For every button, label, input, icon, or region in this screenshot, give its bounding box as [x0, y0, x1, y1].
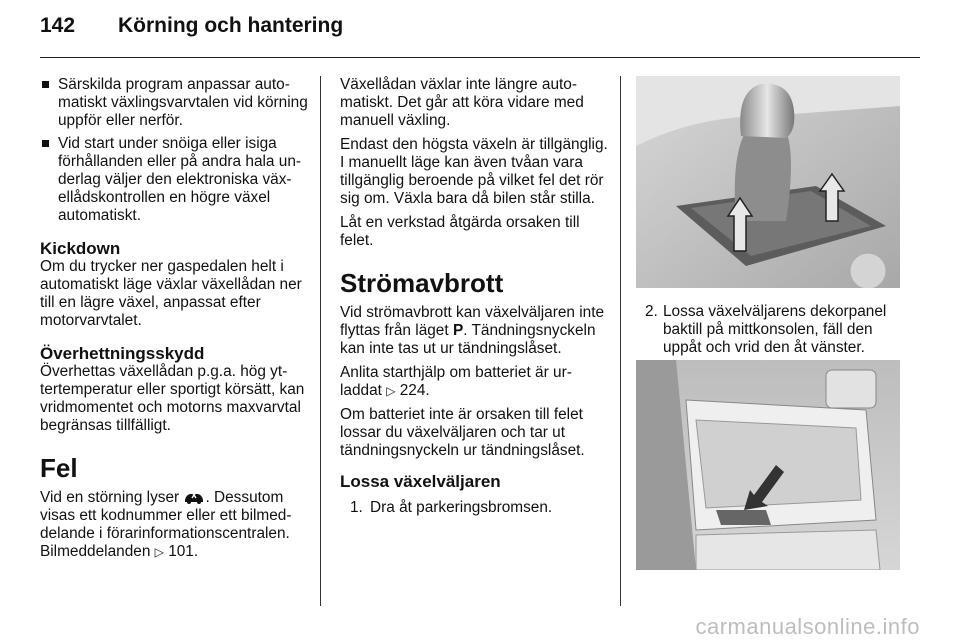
column-1	[40, 76, 310, 567]
overheat-heading: Överhettningsskydd	[40, 344, 205, 363]
power-failure-heading: Strömavbrott	[340, 268, 504, 298]
page-title: Körning och hantering	[118, 14, 344, 37]
step-item: 1. Dra åt parkeringsbromsen.	[350, 499, 553, 516]
page-ref-link[interactable]: 224.	[399, 382, 430, 399]
page-number: 142	[40, 14, 76, 37]
paragraph: Växellådan växlar inte längre automatiskt. Det går att köra vidare med manuell växling.	[340, 76, 584, 129]
column-2	[340, 76, 608, 517]
jump-start-text: Anlita starthjälp om batteriet är urladdat ▷ 224.	[340, 364, 572, 399]
fel-heading: Fel	[40, 453, 78, 483]
paragraph: Om batteriet inte är orsaken till felet lossar du växelväljaren och tar ut tändningsnyckeln ur tändningslåset.	[340, 406, 585, 459]
kickdown-text: Om du trycker ner gaspedalen helt i automatiskt läge växlar växellådan ner till en lägre växel, anpassat efter motorvarvtalet.	[40, 258, 302, 329]
header-rule	[40, 57, 920, 58]
power-failure-text: Vid strömavbrott kan växelväljaren inte flyttas från läget P. Tändningsnyckeln kan inte tas ut ur tändningslåset.	[340, 304, 605, 357]
paragraph: Endast den högsta växeln är tillgänglig. I manuellt läge kan även tvåan vara tillgänglig beroende på vilket fel det rör sig om. Växla bara då bilen står stilla.	[340, 136, 608, 207]
car-warning-icon	[183, 491, 205, 505]
column-divider-2	[620, 76, 621, 606]
bullet-square-icon	[42, 140, 49, 147]
paragraph: Låt en verkstad åtgärda orsaken till felet.	[340, 214, 580, 249]
page-ref-icon: ▷	[154, 545, 164, 559]
column-divider-1	[320, 76, 321, 606]
fel-text: Vid en störning lyser . Dessutom visas ett kodnummer eller ett bilmeddelande i förarinformationscentralen. Bilmeddelanden ▷ 101.	[40, 489, 292, 560]
page-header	[40, 14, 343, 38]
step-item: 2. Lossa växelväljarens dekorpanel baktill på mittkonsolen, fäll den uppåt och vrid den åt vänster.	[645, 303, 887, 356]
bullet-item: Särskilda program anpassar automatiskt växlingsvarvtalen vid körning uppför eller nerför.	[40, 76, 310, 130]
kickdown-heading: Kickdown	[40, 239, 121, 258]
page-ref-icon: ▷	[386, 384, 396, 398]
overheat-text: Överhettas växellådan p.g.a. hög yttertemperatur eller sportigt körsätt, kan vridmomentet och motorns maxvarvtal begränsas tillfälligt.	[40, 363, 305, 434]
bullet-square-icon	[42, 81, 49, 88]
gear-selector-illustration	[636, 76, 900, 288]
bullet-item: Vid start under snöiga eller isiga förhållanden eller på andra hala underlag väljer den elektroniska växellådskontrollen en högre växel automatiskt.	[40, 135, 310, 225]
watermark: carmanualsonline.info	[695, 614, 920, 639]
console-panel-illustration	[636, 360, 900, 570]
release-selector-heading: Lossa växelväljaren	[340, 472, 501, 491]
page-ref-link[interactable]: 101.	[168, 543, 199, 560]
